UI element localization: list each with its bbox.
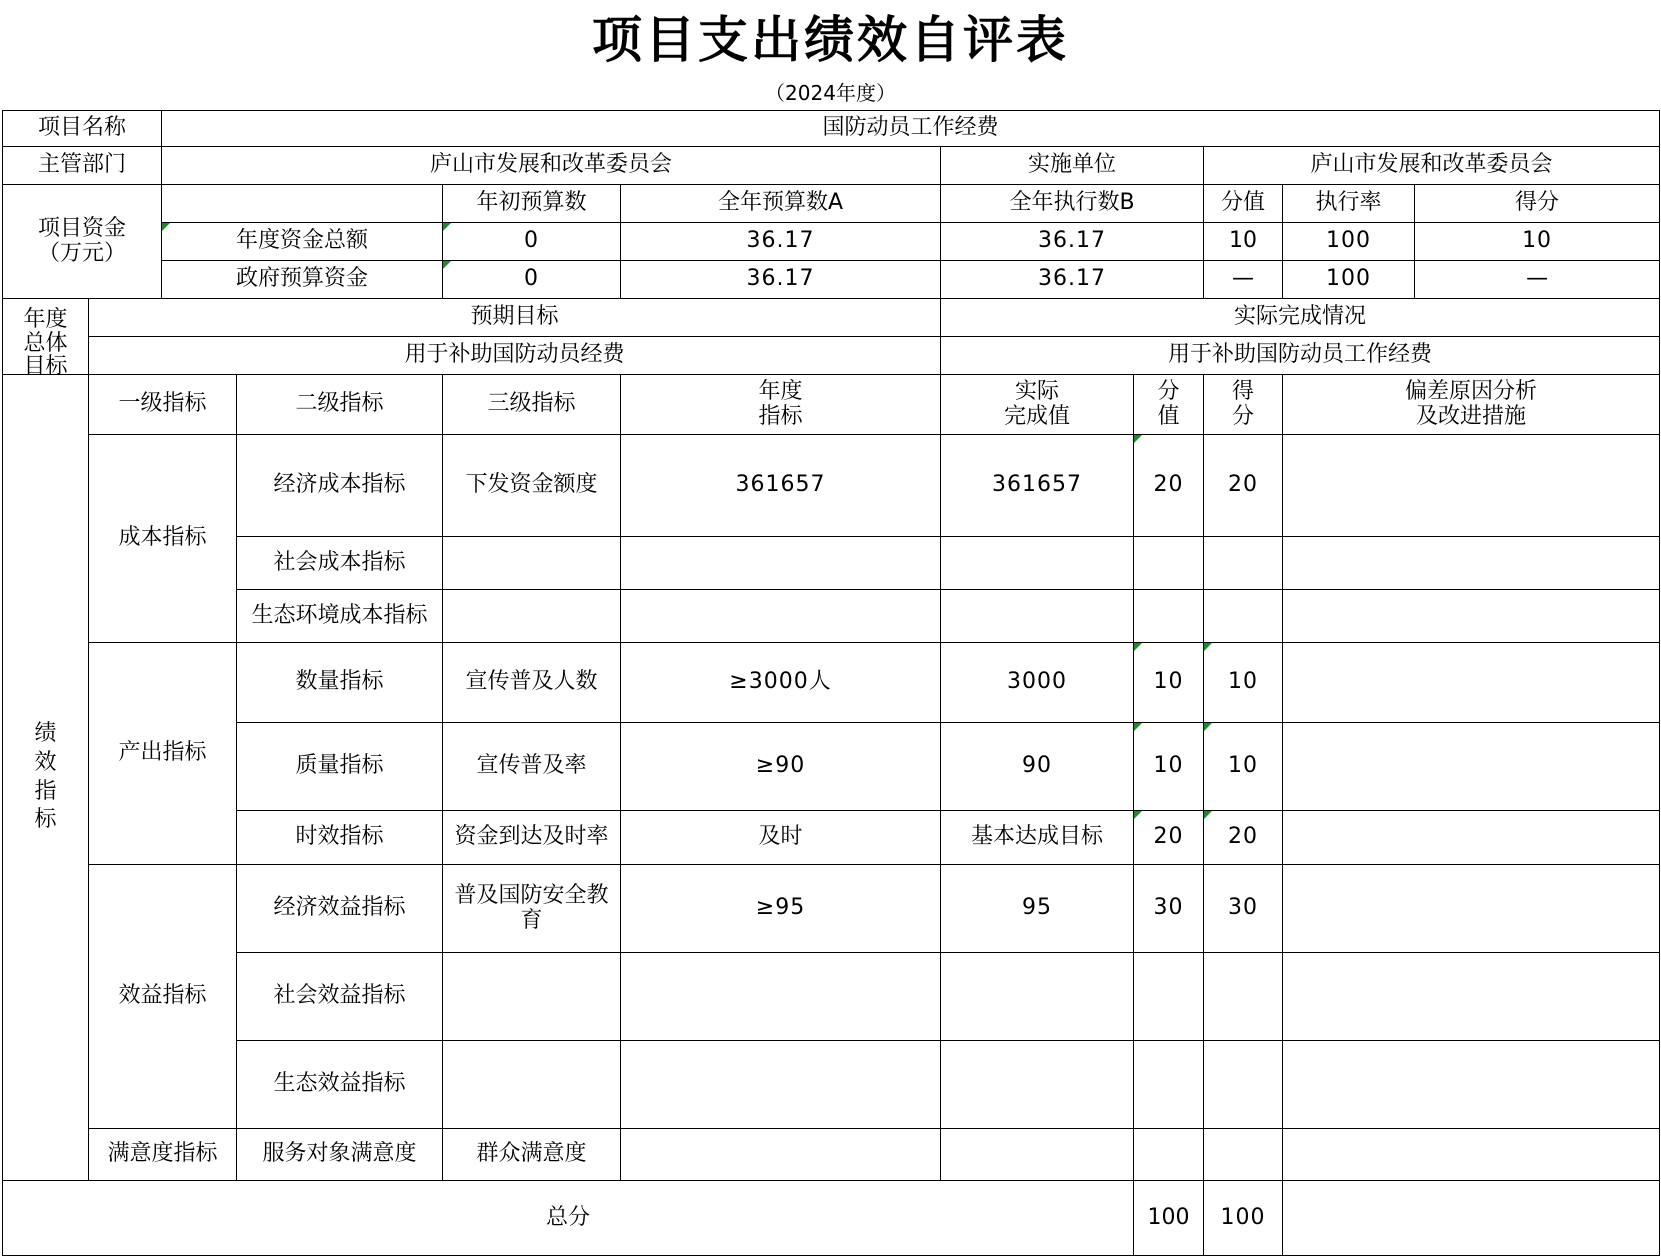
actual-cell: 3000: [941, 643, 1134, 723]
row-project-name: [3, 111, 1660, 147]
analysis-cell: [1283, 537, 1660, 590]
header-analysis-line2: 及改进措施: [1416, 403, 1527, 429]
row-department: [3, 147, 1660, 185]
performance-table: [2, 110, 1660, 1256]
header-weight: [1134, 375, 1204, 435]
funds-budget: 36.17: [621, 261, 941, 299]
table-row: [3, 435, 1660, 537]
analysis-cell: [1283, 953, 1660, 1041]
weight-cell: [1134, 953, 1204, 1041]
weight-cell: 20: [1134, 435, 1204, 537]
table-row: [3, 811, 1660, 865]
analysis-cell: [1283, 811, 1660, 865]
target-cell: ≥3000人: [621, 643, 941, 723]
total-weight: 100: [1134, 1181, 1204, 1256]
header-level1: 一级指标: [89, 375, 237, 435]
header-target-line2: 指标: [758, 403, 803, 429]
table-row: [3, 723, 1660, 811]
score-cell: 10: [1204, 723, 1283, 811]
fiscal-year: （2024年度）: [765, 80, 896, 105]
funds-header-initial: 年初预算数: [443, 185, 621, 223]
expected-goal-label: 预期目标: [89, 299, 941, 337]
target-cell: 361657: [621, 435, 941, 537]
annual-goal-char: 年度: [23, 307, 68, 333]
weight-cell: 10: [1134, 723, 1204, 811]
level2-cell: 社会成本指标: [237, 537, 443, 590]
actual-cell: 90: [941, 723, 1134, 811]
header-score-line2: 分: [1232, 403, 1255, 429]
row-funds-gov: [3, 261, 1660, 299]
actual-cell: [941, 537, 1134, 590]
header-weight-line1: 分: [1157, 378, 1180, 404]
funds-rate: 100: [1283, 223, 1415, 261]
perf-indicator-char: 指: [34, 778, 57, 804]
header-actual: [941, 375, 1134, 435]
score-cell: [1204, 1129, 1283, 1181]
total-analysis: [1283, 1181, 1660, 1256]
dept-label: 主管部门: [3, 147, 162, 185]
funds-row-label: 年度资金总额: [162, 223, 443, 261]
funds-rate: 100: [1283, 261, 1415, 299]
actual-cell: 361657: [941, 435, 1134, 537]
header-analysis-line1: 偏差原因分析: [1405, 378, 1538, 404]
header-target-line1: 年度: [758, 378, 803, 404]
funds-header-executed: 全年执行数B: [941, 185, 1204, 223]
funds-initial: 0: [443, 223, 621, 261]
level3-cell: 宣传普及人数: [443, 643, 621, 723]
actual-goal-value: 用于补助国防动员工作经费: [941, 337, 1660, 375]
analysis-cell: [1283, 643, 1660, 723]
header-level3: 三级指标: [443, 375, 621, 435]
funds-score: 10: [1415, 223, 1660, 261]
weight-cell: 30: [1134, 865, 1204, 953]
header-actual-line1: 实际: [1015, 378, 1060, 404]
level2-cell: 经济成本指标: [237, 435, 443, 537]
weight-cell: 10: [1134, 643, 1204, 723]
funds-executed: 36.17: [941, 261, 1204, 299]
table-row: [3, 1129, 1660, 1181]
row-goals-values: [3, 337, 1660, 375]
level1-benefit: 效益指标: [89, 865, 237, 1129]
table-row: [3, 865, 1660, 953]
score-cell: [1204, 537, 1283, 590]
score-cell: 20: [1204, 435, 1283, 537]
analysis-cell: [1283, 590, 1660, 643]
dept-value: 庐山市发展和改革委员会: [162, 147, 941, 185]
target-cell: [621, 590, 941, 643]
level2-cell: 服务对象满意度: [237, 1129, 443, 1181]
funds-header-rate: 执行率: [1283, 185, 1415, 223]
header-level2: 二级指标: [237, 375, 443, 435]
score-cell: 10: [1204, 643, 1283, 723]
total-score: 100: [1204, 1181, 1283, 1256]
funds-budget: 36.17: [621, 223, 941, 261]
analysis-cell: [1283, 865, 1660, 953]
level1-cost: 成本指标: [89, 435, 237, 643]
actual-cell: 基本达成目标: [941, 811, 1134, 865]
weight-cell: [1134, 590, 1204, 643]
actual-cell: [941, 1041, 1134, 1129]
total-label: 总分: [3, 1181, 1134, 1256]
perf-indicator-char: 效: [34, 749, 57, 775]
weight-cell: 20: [1134, 811, 1204, 865]
level3-cell: 普及国防安全教育: [443, 865, 621, 953]
level2-cell: 经济效益指标: [237, 865, 443, 953]
project-name-value: 国防动员工作经费: [162, 111, 1660, 147]
table-row: [3, 1041, 1660, 1129]
level3-cell: [443, 537, 621, 590]
table-row: [3, 953, 1660, 1041]
weight-cell: [1134, 1129, 1204, 1181]
actual-cell: [941, 590, 1134, 643]
analysis-cell: [1283, 723, 1660, 811]
weight-cell: [1134, 1041, 1204, 1129]
perf-indicator-char: 标: [34, 807, 57, 833]
level3-cell: [443, 590, 621, 643]
impl-unit-value: 庐山市发展和改革委员会: [1204, 147, 1660, 185]
row-indicator-header: [3, 375, 1660, 435]
page-title: 项目支出绩效自评表: [592, 10, 1069, 69]
funds-label-line1: 项目资金: [38, 215, 127, 241]
target-cell: ≥95: [621, 865, 941, 953]
level3-cell: [443, 953, 621, 1041]
impl-unit-label: 实施单位: [941, 147, 1204, 185]
target-cell: ≥90: [621, 723, 941, 811]
actual-cell: 95: [941, 865, 1134, 953]
row-funds-header: [3, 185, 1660, 223]
annual-goal-char: 目标: [23, 353, 68, 379]
actual-cell: [941, 953, 1134, 1041]
funds-header-budget: 全年预算数A: [621, 185, 941, 223]
header-weight-line2: 值: [1157, 403, 1180, 429]
level1-satisfaction: 满意度指标: [89, 1129, 237, 1181]
row-total: [3, 1181, 1660, 1256]
target-cell: [621, 1041, 941, 1129]
funds-header-blank: [162, 185, 443, 223]
funds-weight: —: [1204, 261, 1283, 299]
table-row: [3, 643, 1660, 723]
perf-indicator-label: [3, 375, 89, 1181]
row-funds-total: [3, 223, 1660, 261]
target-cell: 及时: [621, 811, 941, 865]
level1-output: 产出指标: [89, 643, 237, 865]
actual-cell: [941, 1129, 1134, 1181]
level3-cell: 宣传普及率: [443, 723, 621, 811]
score-cell: [1204, 1041, 1283, 1129]
table-row: [3, 590, 1660, 643]
funds-header-weight: 分值: [1204, 185, 1283, 223]
funds-label: [3, 185, 162, 299]
annual-goal-label: [3, 299, 89, 379]
actual-completion-label: 实际完成情况: [941, 299, 1660, 337]
level2-cell: 质量指标: [237, 723, 443, 811]
funds-row-label: 政府预算资金: [162, 261, 443, 299]
funds-executed: 36.17: [941, 223, 1204, 261]
target-cell: [621, 537, 941, 590]
weight-cell: [1134, 537, 1204, 590]
level2-cell: 时效指标: [237, 811, 443, 865]
analysis-cell: [1283, 1041, 1660, 1129]
score-cell: [1204, 953, 1283, 1041]
target-cell: [621, 953, 941, 1041]
level3-cell: [443, 1041, 621, 1129]
funds-score: —: [1415, 261, 1660, 299]
analysis-cell: [1283, 1129, 1660, 1181]
header-score-line1: 得: [1232, 378, 1255, 404]
header-actual-line2: 完成值: [1004, 403, 1071, 429]
expected-goal-value: 用于补助国防动员经费: [89, 337, 941, 375]
row-goals-header: [3, 299, 1660, 337]
header-analysis: [1283, 375, 1660, 435]
header-score: [1204, 375, 1283, 435]
level2-cell: 生态环境成本指标: [237, 590, 443, 643]
target-cell: [621, 1129, 941, 1181]
perf-indicator-char: 绩: [34, 721, 57, 747]
level2-cell: 生态效益指标: [237, 1041, 443, 1129]
table-row: [3, 537, 1660, 590]
annual-goal-char: 总体: [23, 330, 68, 356]
level3-cell: 群众满意度: [443, 1129, 621, 1181]
score-cell: [1204, 590, 1283, 643]
level2-cell: 数量指标: [237, 643, 443, 723]
level3-cell: 下发资金额度: [443, 435, 621, 537]
level2-cell: 社会效益指标: [237, 953, 443, 1041]
funds-initial: 0: [443, 261, 621, 299]
score-cell: 30: [1204, 865, 1283, 953]
analysis-cell: [1283, 435, 1660, 537]
project-name-label: 项目名称: [3, 111, 162, 147]
funds-weight: 10: [1204, 223, 1283, 261]
funds-label-line2: （万元）: [38, 240, 127, 266]
header-target: [621, 375, 941, 435]
level3-cell: 资金到达及时率: [443, 811, 621, 865]
score-cell: 20: [1204, 811, 1283, 865]
funds-header-score: 得分: [1415, 185, 1660, 223]
